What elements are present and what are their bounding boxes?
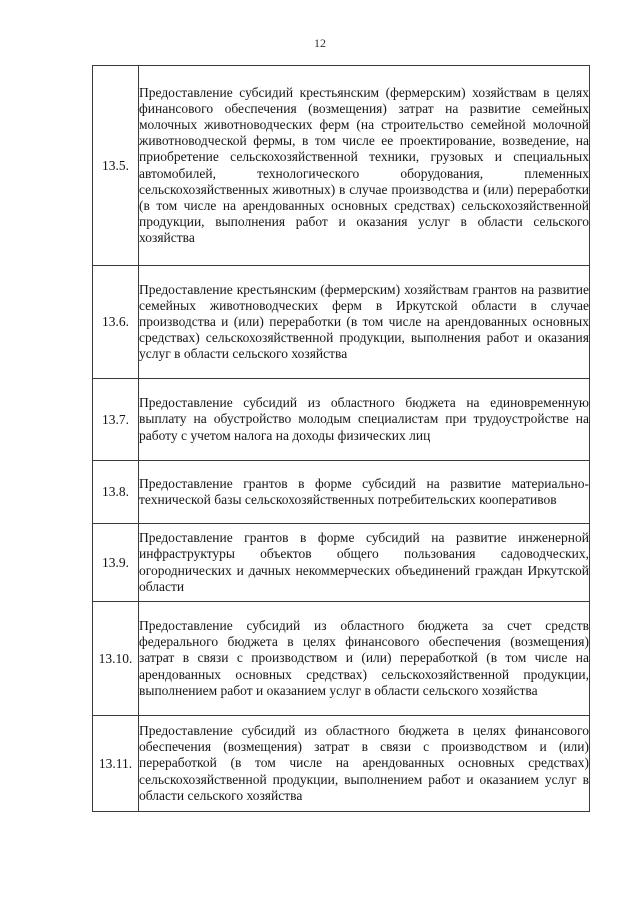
row-number: 13.8. [93, 461, 139, 524]
row-description: Предоставление грантов в форме субсидий на развитие инженерной инфраструктуры объектов общего пользования садоводческих, огороднических и дачных некоммерческих объединений граждан Иркутской области [139, 524, 590, 602]
page-number: 12 [314, 36, 326, 50]
row-number: 13.9. [93, 524, 139, 602]
row-description: Предоставление субсидий из областного бюджета на единовременную выплату на обустройство молодым специалистам при трудоустройстве на работу с учетом налога на доходы физических лиц [139, 379, 590, 461]
table-row [93, 379, 590, 461]
row-description: Предоставление крестьянским (фермерским) хозяйствам грантов на развитие семейных животноводческих ферм в Иркутской области в случае производства и (или) переработки (в том числе на арендованных основных средствах) сельскохозяйственной продукции, выполнения работ и оказания услуг в области сельского хозяйства [139, 266, 590, 379]
row-number: 13.11. [93, 716, 139, 812]
table-row [93, 266, 590, 379]
row-description: Предоставление грантов в форме субсидий на развитие материально-технической базы сельскохозяйственных потребительских кооперативов [139, 461, 590, 524]
table-row [93, 716, 590, 812]
table-row [93, 66, 590, 266]
table-row [93, 524, 590, 602]
row-number: 13.10. [93, 602, 139, 716]
row-number: 13.7. [93, 379, 139, 461]
row-number: 13.5. [93, 66, 139, 266]
row-description: Предоставление субсидий из областного бюджета в целях финансового обеспечения (возмещения) затрат в связи с производством и (или) переработкой (в том числе на арендованных основных средствах) сельскохозяйственной продукции, выполнением работ и оказанием услуг в области сельского хозяйства [139, 716, 590, 812]
table-row [93, 602, 590, 716]
row-number: 13.6. [93, 266, 139, 379]
table-row [93, 461, 590, 524]
row-description: Предоставление субсидий из областного бюджета за счет средств федерального бюджета в целях финансового обеспечения (возмещения) затрат в связи с производством и (или) переработкой (в том числе на арендованных основных средствах) сельскохозяйственной продукции, выполнением работ и оказанием услуг в области сельского хозяйства [139, 602, 590, 716]
row-description: Предоставление субсидий крестьянским (фермерским) хозяйствам в целях финансового обеспечения (возмещения) затрат на развитие семейных молочных животноводческих ферм (на строительство семейной молочной животноводческой фермы, в том числе ее проектирование, возведение, на приобретение сельскохозяйственной техники, грузовых и специальных автомобилей, технологического оборудования, племенных сельскохозяйственных животных) в случае производства и (или) переработки (в том числе на арендованных основных средствах) сельскохозяйственной продукции, выполнения работ и оказания услуг в области сельского хозяйства [139, 66, 590, 266]
measures-table [92, 65, 590, 812]
